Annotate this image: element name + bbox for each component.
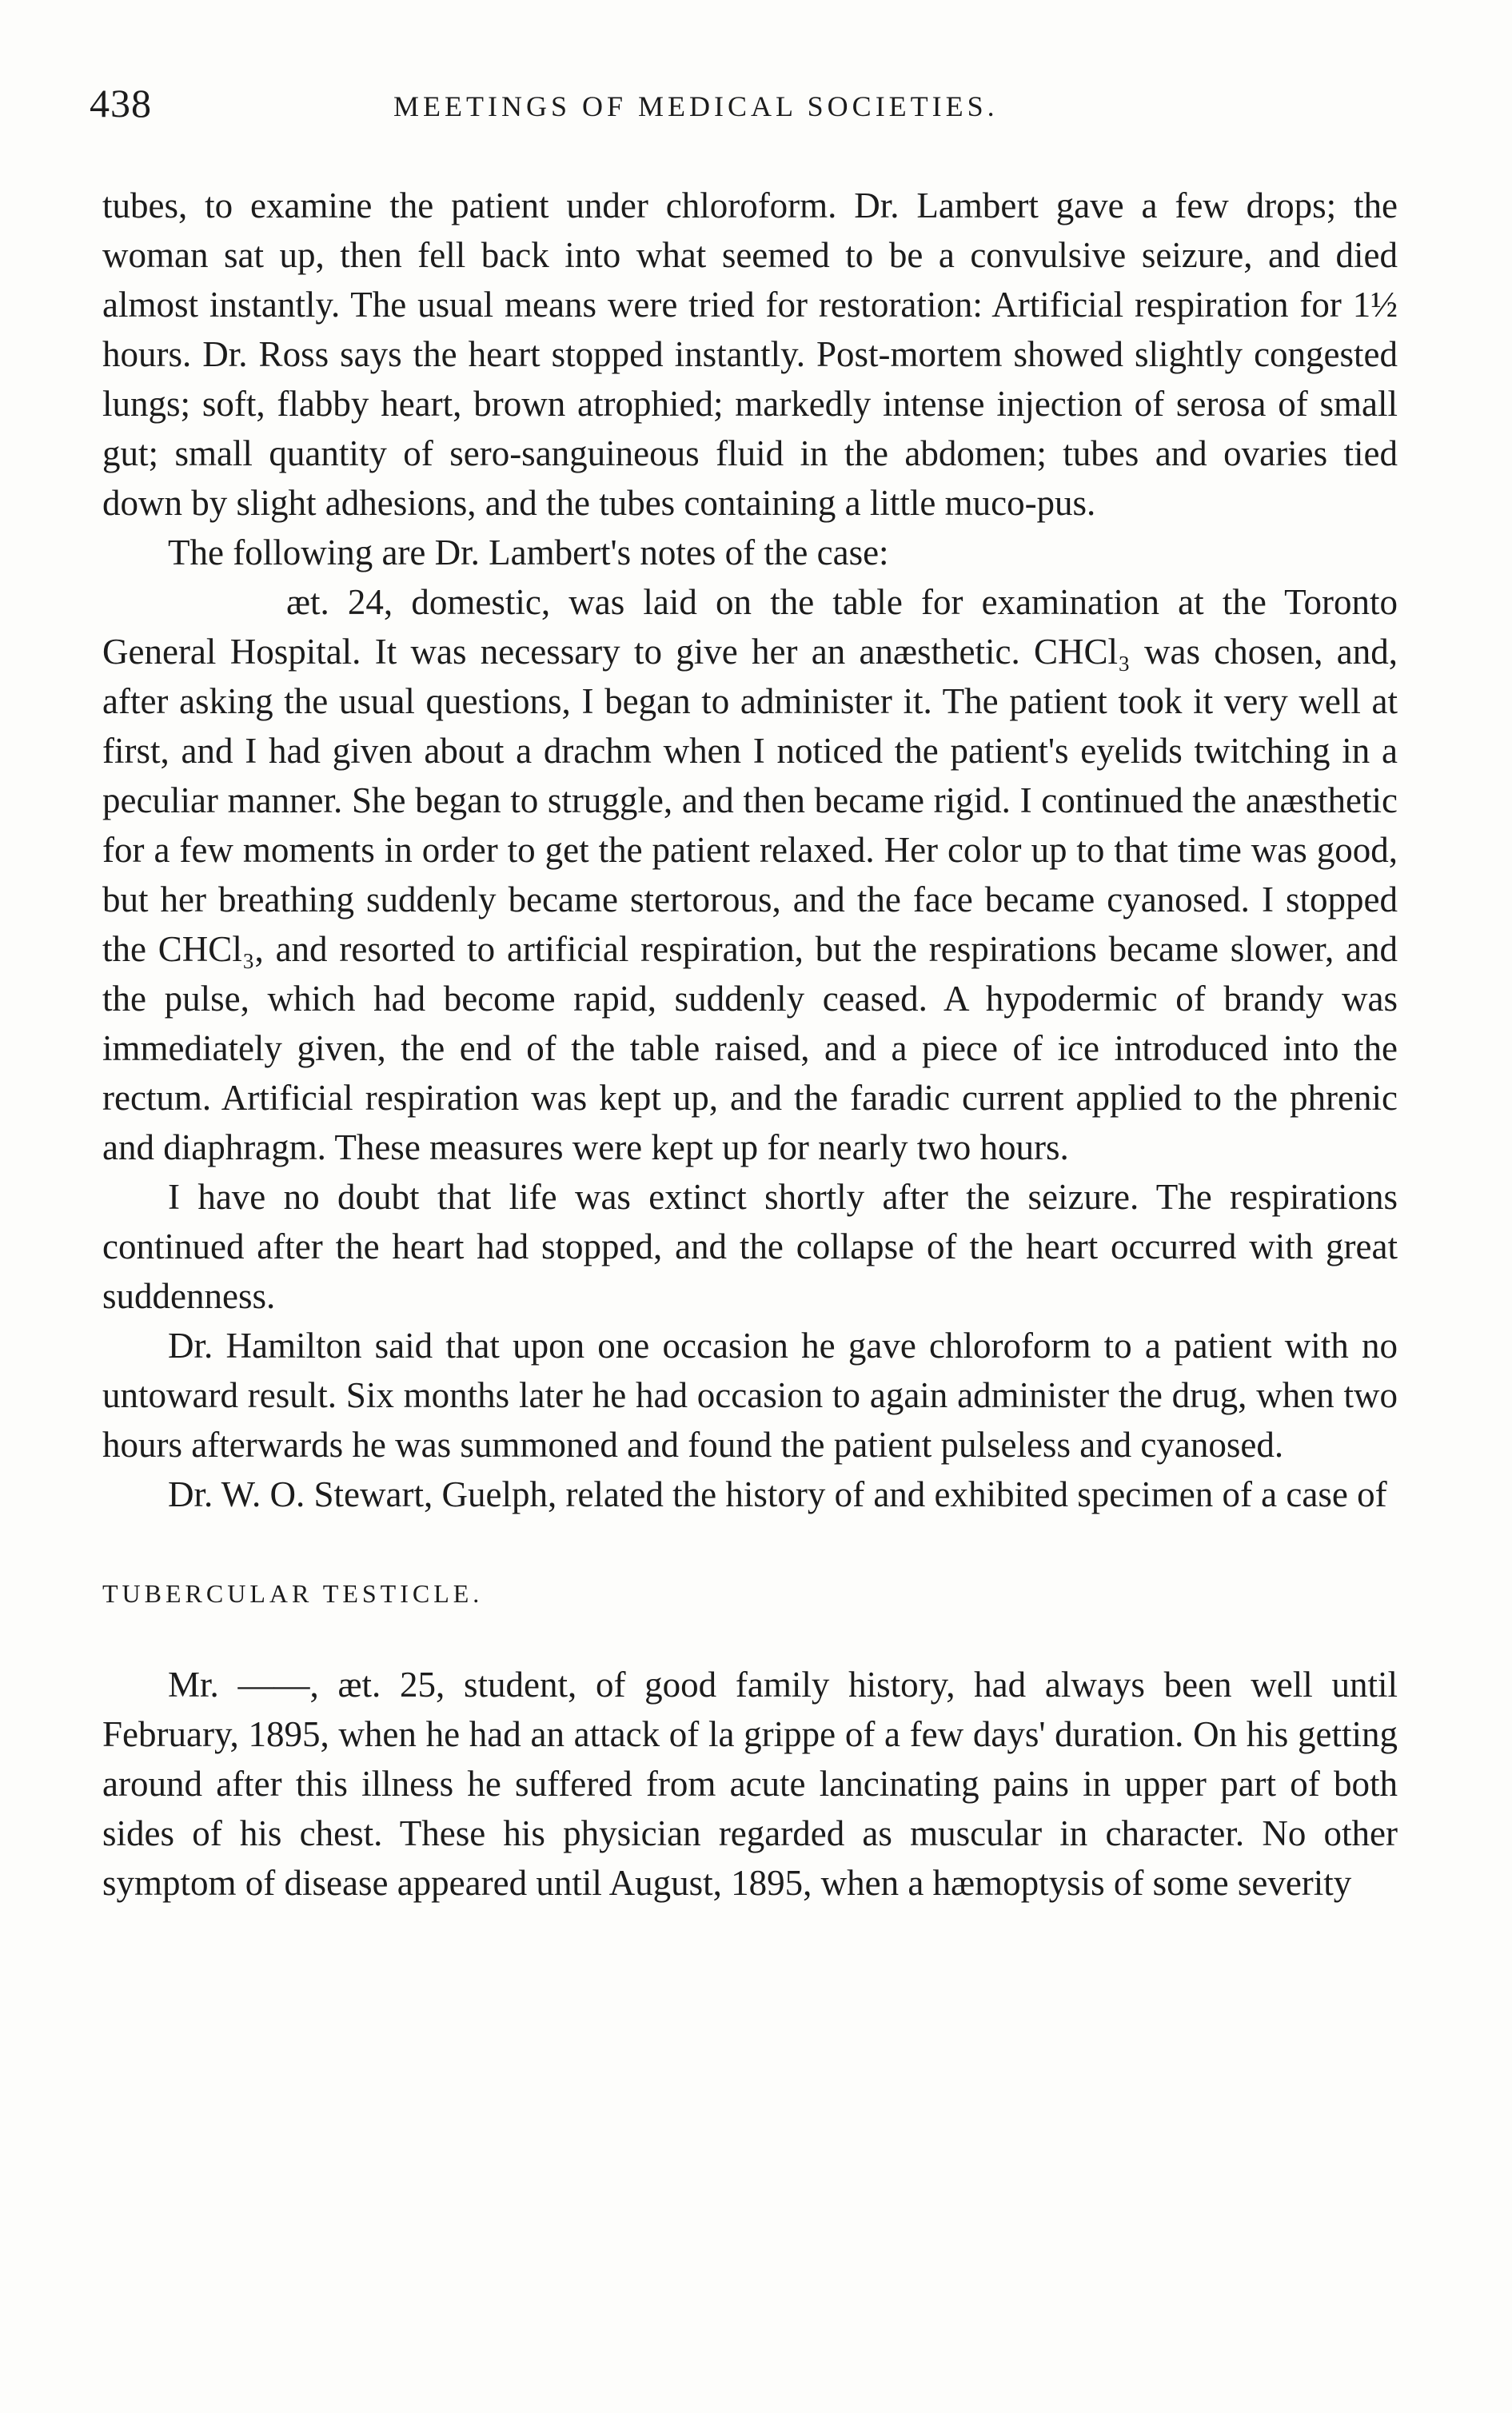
paragraph-stewart: Dr. W. O. Stewart, Guelph, related the history of and exhibited specimen of a case of xyxy=(168,1474,1387,1514)
page-number: 438 xyxy=(90,81,152,126)
body-text xyxy=(102,181,1398,1908)
paragraph-lambert-notes: æt. 24, domestic, was laid on the table for examination at the Toronto General Hospital. It was necessary to give her an anæsthetic. CHCl₃ was chosen, and, after asking the usual questions, I began to administer it. The patient took it very well at first, and I had given about a drachm when I noticed the patient's eyelids twitching in a peculiar manner. She began to struggle, and then became rigid. I continued the anæsthetic for a few moments in order to get the patient relaxed. Her color up to that time was good, but her breathing suddenly became stertorous, and the face became cyanosed. I stopped the CHCl₃, and resorted to artificial respiration, but the respirations became slower, and the pulse, which had become rapid, suddenly ceased. A hypodermic of brandy was immediately given, the end of the table raised, and a piece of ice introduced into the rectum. Artificial respiration was kept up, and the faradic current applied to the phrenic and diaphragm. These measures were kept up for nearly two hours. xyxy=(102,582,1398,1167)
running-head: MEETINGS OF MEDICAL SOCIETIES. xyxy=(393,90,999,122)
paragraph-hamilton: Dr. Hamilton said that upon one occasion he gave chloroform to a patient with no untoward result. Six months later he had occasion to again administer the drug, when two hours afterwards he was summoned and found the patient pulseless and cyanosed. xyxy=(102,1326,1398,1465)
section-heading: TUBERCULAR TESTICLE. xyxy=(102,1579,484,1608)
paragraph-tubercular-case: Mr. ——, æt. 25, student, of good family history, had always been well until February, 1895, when he had an attack of la grippe of a few days' duration. On his getting around after this illness he suffered from acute lancinating pains in upper part of both sides of his chest. These his physician regarded as muscular in character. No other symptom of disease appeared until August, 1895, when a hæmoptysis of some severity xyxy=(102,1665,1398,1903)
paragraph-chloroform-case: tubes, to examine the patient under chloroform. Dr. Lambert gave a few drops; the woman sat up, then fell back into what seemed to be a convulsive seizure, and died almost instantly. The usual means were tried for restoration: Artificial respiration for 1½ hours. Dr. Ross says the heart stopped instantly. Post-mortem showed slightly congested lungs; soft, flabby heart, brown atrophied; markedly intense injection of serosa of small gut; small quantity of sero-sanguineous fluid in the abdomen; tubes and ovaries tied down by slight adhesions, and the tubes containing a little muco-pus. xyxy=(102,185,1398,523)
page-header xyxy=(90,80,1401,144)
paragraph-notes-intro: The following are Dr. Lambert's notes of the case: xyxy=(168,532,889,572)
paragraph-lambert-conclusion: I have no doubt that life was extinct shortly after the seizure. The respirations continued after the heart had stopped, and the collapse of the heart occurred with great suddenness. xyxy=(102,1177,1398,1316)
